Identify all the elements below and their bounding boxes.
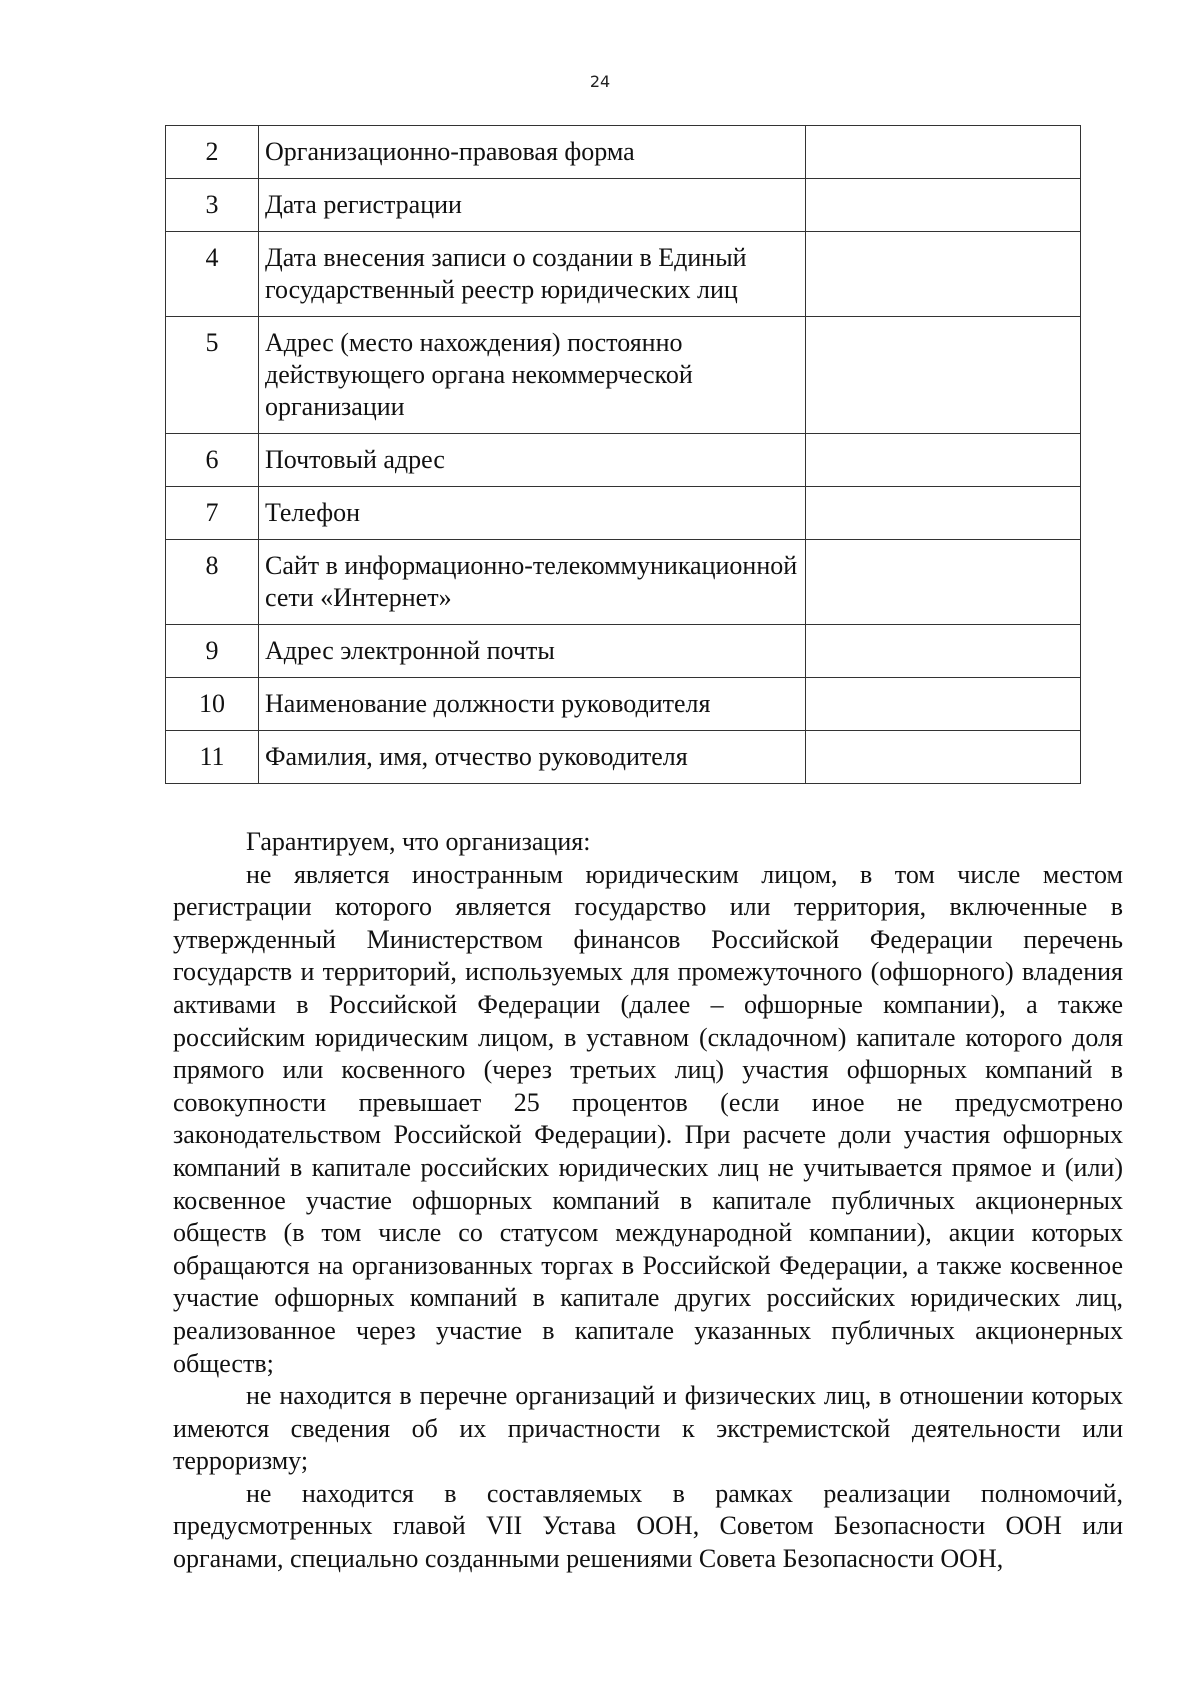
table-row	[166, 678, 1081, 731]
table-row	[166, 126, 1081, 179]
table-row	[166, 232, 1081, 317]
row-number: 8	[166, 540, 259, 625]
row-number: 3	[166, 179, 259, 232]
page-number: 24	[589, 72, 611, 91]
row-value	[806, 540, 1081, 625]
row-number: 2	[166, 126, 259, 179]
row-value	[806, 126, 1081, 179]
row-label: Дата регистрации	[259, 179, 806, 232]
row-label: Почтовый адрес	[259, 434, 806, 487]
organization-info-table	[165, 125, 1081, 784]
table-row	[166, 487, 1081, 540]
row-value	[806, 625, 1081, 678]
row-number: 10	[166, 678, 259, 731]
row-label: Организационно-правовая форма	[259, 126, 806, 179]
row-value	[806, 179, 1081, 232]
row-value	[806, 434, 1081, 487]
row-label: Дата внесения записи о создании в Единый государственный реестр юридических лиц	[259, 232, 806, 317]
table-row	[166, 179, 1081, 232]
table-row	[166, 434, 1081, 487]
row-label: Фамилия, имя, отчество руководителя	[259, 731, 806, 784]
paragraph-un-lists: не находится в составляемых в рамках реализации полномочий, предусмотренных главой VII Устава ООН, Советом Безопасности ООН или органами, специально созданными решениями Совета Безопасности ООН,	[173, 1478, 1123, 1574]
row-value	[806, 487, 1081, 540]
row-number: 5	[166, 317, 259, 434]
row-number: 7	[166, 487, 259, 540]
row-number: 4	[166, 232, 259, 317]
row-label: Адрес электронной почты	[259, 625, 806, 678]
row-label: Телефон	[259, 487, 806, 540]
table-row	[166, 731, 1081, 784]
row-value	[806, 678, 1081, 731]
row-label: Сайт в информационно-телекоммуникационной сети «Интернет»	[259, 540, 806, 625]
paragraph-offshore: не является иностранным юридическим лицом, в том числе местом регистрации которого является государство или территория, включенные в утвержденный Министерством финансов Российской Федерации перечень государств и территорий, используемых для промежуточного (офшорного) владения активами в Российской Федерации (далее – офшорные компании), а также российским юридическим лицом, в уставном (складочном) капитале которого доля прямого или косвенного (через третьих лиц) участия офшорных компаний в совокупности превышает 25 процентов (если иное не предусмотрено законодательством Российской Федерации). При расчете доли участия офшорных компаний в капитале российских юридических лиц не учитывается прямое и (или) косвенное участие офшорных компаний в капитале публичных акционерных обществ (в том числе со статусом международной компании), акции которых обращаются на организованных торгах в Российской Федерации, а также косвенное участие офшорных компаний в капитале других российских юридических лиц, реализованное через участие в капитале указанных публичных акционерных обществ;	[173, 859, 1123, 1378]
row-value	[806, 731, 1081, 784]
row-number: 6	[166, 434, 259, 487]
row-label: Адрес (место нахождения) постоянно действующего органа некоммерческой организации	[259, 317, 806, 434]
guarantee-text	[173, 826, 1123, 1576]
table-row	[166, 540, 1081, 625]
row-number: 9	[166, 625, 259, 678]
table-row	[166, 625, 1081, 678]
row-number: 11	[166, 731, 259, 784]
guarantee-intro: Гарантируем, что организация:	[246, 827, 591, 856]
table-row	[166, 317, 1081, 434]
row-label: Наименование должности руководителя	[259, 678, 806, 731]
paragraph-extremism: не находится в перечне организаций и физических лиц, в отношении которых имеются сведения об их причастности к экстремистской деятельности или терроризму;	[173, 1381, 1123, 1476]
row-value	[806, 232, 1081, 317]
row-value	[806, 317, 1081, 434]
